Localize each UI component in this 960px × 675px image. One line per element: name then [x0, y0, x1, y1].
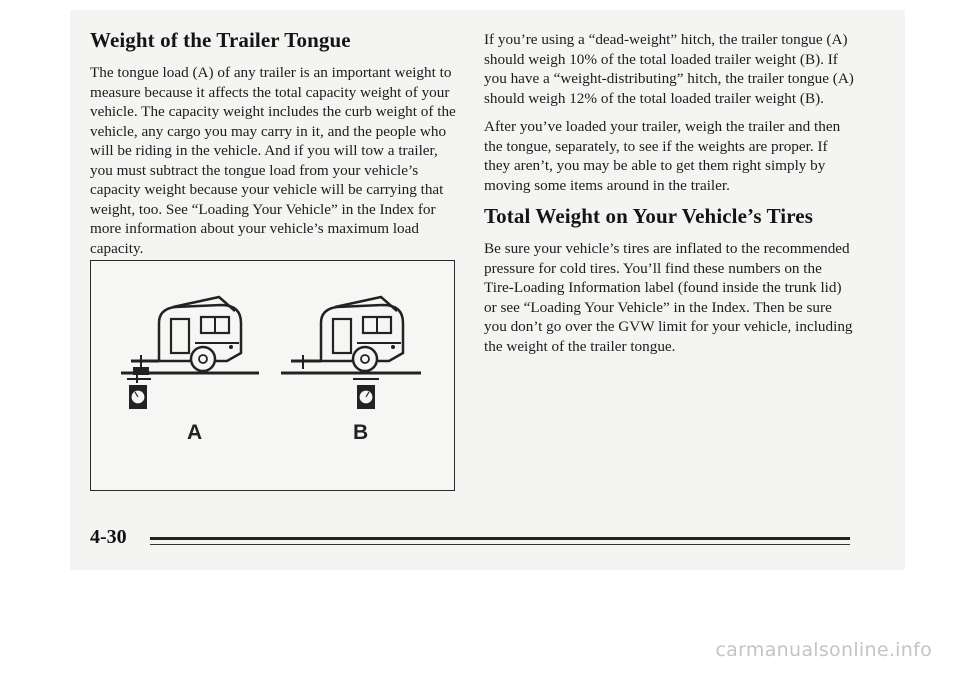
watermark-text: carmanualsonline.info	[715, 639, 932, 661]
footer-rule-thick	[150, 537, 850, 540]
trailer-a-drawing	[121, 297, 259, 409]
manual-page	[70, 10, 905, 570]
page-number: 4-30	[90, 526, 127, 548]
trailer-tongue-paragraph: The tongue load (A) of any trailer is an important weight to measure because it affects the total capacity weight of your vehicle. The capacity weight includes the curb weight of the vehicle, any cargo you may carry in it, and the people who will be riding in the vehicle. And if you will tow a trailer, you must subtract the tongue load from your vehicle’s capacity weight because your vehicle will be carrying that weight, too. See “Loading Your Vehicle” in the Index for more information about your vehicle’s maximum load capacity.	[90, 64, 456, 257]
hitch-weight-paragraph: If you’re using a “dead-weight” hitch, the trailer tongue (A) should weigh 10% of the total loaded trailer weight (B). If you have a “weight-distributing” hitch, the trailer tongue (A) should weigh 12% of the total loaded trailer weight (B).	[484, 31, 854, 107]
trailer-weighing-figure	[90, 260, 455, 491]
right-column	[484, 30, 854, 365]
figure-label-a: A	[187, 421, 203, 444]
figure-label-b: B	[353, 421, 369, 444]
left-column	[90, 28, 460, 267]
section-heading-trailer-tongue: Weight of the Trailer Tongue	[90, 28, 351, 52]
section-heading-tire-weight: Total Weight on Your Vehicle’s Tires	[484, 204, 813, 228]
trailer-illustration	[91, 261, 454, 490]
weigh-trailer-paragraph: After you’ve loaded your trailer, weigh the trailer and then the tongue, separately, to see if the weights are proper. If they aren’t, you may be able to get them right simply by moving some items around in the trailer.	[484, 118, 841, 194]
footer-rule-thin	[150, 544, 850, 545]
tire-weight-paragraph: Be sure your vehicle’s tires are inflated to the recommended pressure for cold tires. You’ll find these numbers on the Tire-Loading Information label (found inside the trunk lid) or see “Loading Your Vehicle” in the Index. Then be sure you don’t go over the GVW limit for your vehicle, including the weight of the trailer tongue.	[484, 240, 853, 355]
trailer-b-drawing	[281, 297, 421, 409]
